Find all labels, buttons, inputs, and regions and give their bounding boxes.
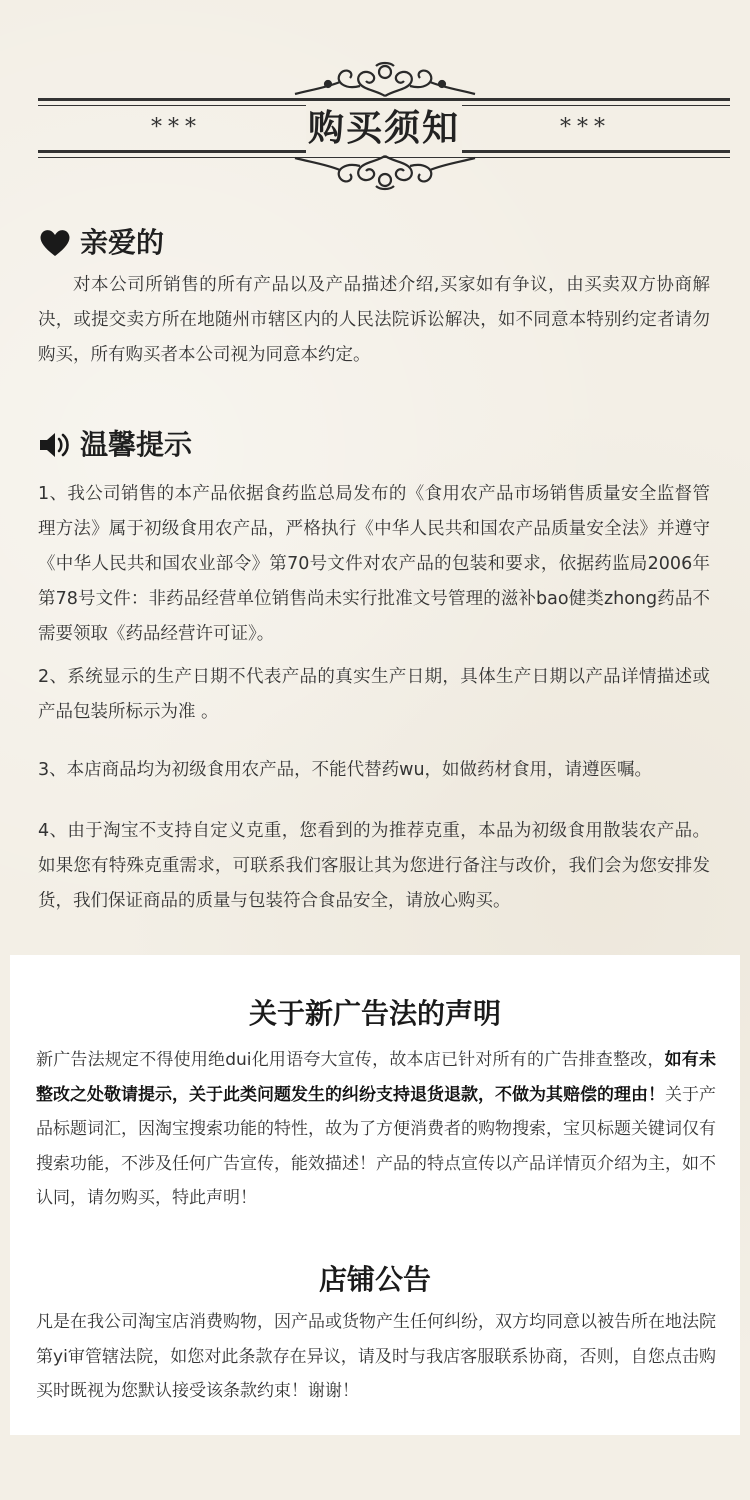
page-title: 购买须知 (307, 107, 460, 149)
scroll-ornament-icon (290, 60, 480, 100)
tip-item-2: 2、系统显示的生产日期不代表产品的真实生产日期，具体生产日期以产品详情描述或产品包装所标示为准 。 (38, 667, 710, 722)
tip-item-4: 4、由于淘宝不支持自定义克重，您看到的为推荐克重，本品为初级食用散装农产品。如果您有特殊克重需求，可联系我们客服让其为您进行备注与改价，我们会为您安排发货，我们保证商品的质量与包装符合食品安全，请放心购买。 (38, 821, 710, 911)
tips-heading (38, 428, 192, 462)
statement-text-after: 关于产品标题词汇，因淘宝搜索功能的特性，故为了方便消费者的购物搜索，宝贝标题关键词仅有搜索功能，不涉及任何广告宣传，能效描述！产品的特点宣传以产品详情页介绍为主，如不认同，请勿购买，特此声明！ (36, 1084, 716, 1208)
scroll-ornament-icon (290, 152, 480, 192)
dear-heading-label: 亲爱的 (80, 226, 165, 259)
dear-heading (38, 226, 164, 260)
statement-card (10, 955, 740, 1435)
dear-paragraph: 对本公司所销售的所有产品以及产品描述介绍,买家如有争议，由买卖双方协商解决，或提交卖方所在地随州市辖区内的人民法院诉讼解决，如不同意本特别约定者请勿购买，所有购买者本公司视为同意本约定。 (38, 275, 710, 365)
tip-item-1: 1、我公司销售的本产品依据食药监总局发布的《食用农产品市场销售质量安全监督管理方法》属于初级食用农产品，严格执行《中华人民共和国农产品质量安全法》并遵守《中华人民共和国农业部令》第70号文件对农产品的包装和要求，依据药监局2006年第78号文件：非药品经营单位销售尚未实行批准文号管理的滋补bao健类zhong药品不需要领取《药品经营许可证》。 (38, 484, 710, 644)
statement-title: 关于新广告法的声明 (248, 997, 501, 1030)
notice-paragraph: 凡是在我公司淘宝店消费购物，因产品或货物产生任何纠纷，双方均同意以被告所在地法院第yi审管辖法院，如您对此条款存在异议，请及时与我店客服联系协商，否则，自您点击购买时既视为您默认接受该条款约束！谢谢！ (36, 1312, 716, 1401)
speaker-icon (38, 428, 72, 462)
decorative-stars-right: *** (560, 115, 611, 140)
statement-text-before: 新广告法规定不得使用绝dui化用语夸大宣传，故本店已针对所有的广告排查整改， (36, 1050, 665, 1070)
heart-icon (38, 226, 72, 260)
header-banner (38, 60, 730, 195)
statement-text-bold: 如有未整改之处敬请提示，关于此类问题发生的纠纷支持退货退款，不做为其赔偿的理由！ (36, 1050, 716, 1105)
decorative-stars-left: *** (151, 115, 202, 140)
tips-heading-label: 温馨提示 (80, 428, 193, 461)
notice-title: 店铺公告 (318, 1263, 431, 1296)
statement-paragraph (36, 1043, 716, 1216)
tip-item-3: 3、本店商品均为初级食用农产品，不能代替药wu，如做药材食用，请遵医嘱。 (38, 760, 653, 780)
